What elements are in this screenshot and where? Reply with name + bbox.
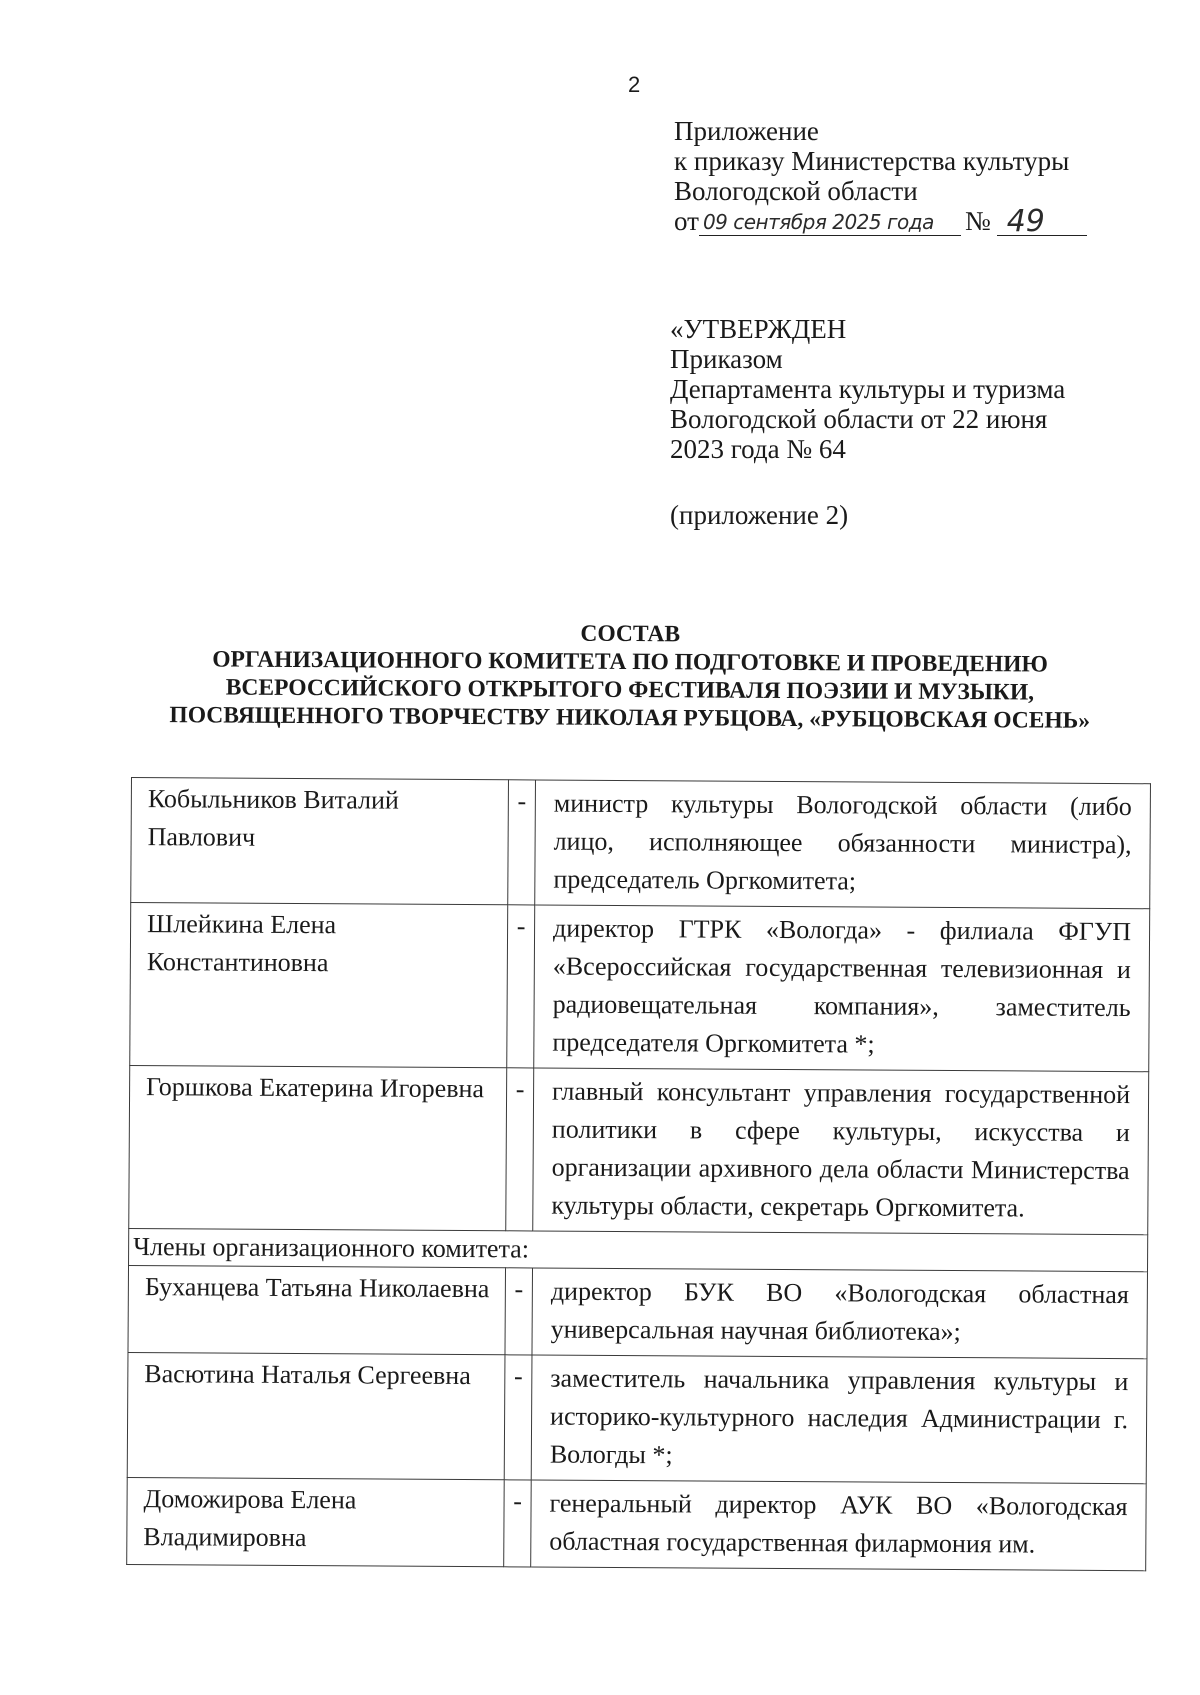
person-name: Буханцева Татьяна Николаевна (128, 1265, 506, 1354)
approved-note: (приложение 2) (670, 500, 849, 530)
appendix-block (674, 116, 1087, 239)
table-row (129, 1065, 1149, 1234)
dash-separator: - (505, 1268, 533, 1355)
person-name: Доможирова Елена Владимировна (127, 1477, 505, 1566)
table-row (131, 778, 1151, 909)
appendix-date-line (674, 204, 1087, 239)
dash-separator: - (508, 780, 536, 905)
person-role: заместитель начальника управления культуры и историко-культурного наследия Администрации г. Вологды *; (531, 1355, 1147, 1484)
approved-line-1: «УТВЕРЖДЕН (670, 314, 847, 344)
person-role: генеральный директор АУК ВО «Вологодская областная государственная филармония им. (531, 1480, 1147, 1571)
person-name: Кобыльников Виталий Павлович (131, 778, 509, 905)
handwritten-date: 09 сентября 2025 года (699, 209, 961, 236)
number-prefix: № (964, 206, 991, 236)
table-row (130, 903, 1150, 1072)
title-line-2: ОРГАНИЗАЦИОННОГО КОМИТЕТА ПО ПОДГОТОВКЕ И ПРОВЕДЕНИЮ (212, 646, 1049, 678)
table-row (128, 1265, 1148, 1358)
appendix-line-1: Приложение (674, 116, 819, 146)
dash-separator: - (507, 905, 535, 1068)
approved-line-2: Приказом (670, 344, 783, 374)
committee-table (126, 777, 1151, 1571)
dash-separator: - (506, 1068, 534, 1231)
approved-block (670, 314, 1065, 530)
title-line-3: ВСЕРОССИЙСКОГО ОТКРЫТОГО ФЕСТИВАЛЯ ПОЭЗИИ И МУЗЫКИ, (225, 674, 1035, 706)
document-title (140, 617, 1121, 735)
approved-spacer (670, 464, 1065, 500)
approved-line-4: Вологодской области от 22 июня (670, 404, 1048, 434)
approved-line-3: Департамента культуры и туризма (670, 374, 1066, 404)
handwritten-number: 49 (997, 209, 1087, 236)
appendix-line-2: к приказу Министерства культуры (674, 146, 1070, 176)
date-prefix: от (674, 206, 699, 236)
person-role: директор ГТРК «Вологда» - филиала ФГУП «Всероссийская государственная телевизионная и радиовещательная компания», заместитель председателя Оргкомитета *; (534, 905, 1150, 1072)
person-role: главный консультант управления государственной политики в сфере культуры, искусства и организации архивного дела области Министерства культуры области, секретарь Оргкомитета. (533, 1068, 1149, 1235)
table-section-row (129, 1228, 1148, 1271)
table-row (127, 1352, 1147, 1483)
dash-separator: - (504, 1355, 532, 1480)
dash-separator: - (504, 1480, 532, 1567)
person-name: Васютина Наталья Сергеевна (127, 1352, 505, 1479)
table-row (127, 1477, 1147, 1570)
page-number: 2 (628, 72, 641, 97)
person-name: Шлейкина Елена Константиновна (130, 903, 508, 1068)
person-name: Горшкова Екатерина Игоревна (129, 1065, 507, 1230)
title-line-4: ПОСВЯЩЕННОГО ТВОРЧЕСТВУ НИКОЛАЯ РУБЦОВА, «РУБЦОВСКАЯ ОСЕНЬ» (169, 702, 1091, 734)
person-role: директор БУК ВО «Вологодская областная универсальная научная библиотека»; (532, 1268, 1148, 1359)
approved-line-5: 2023 года № 64 (670, 434, 846, 464)
appendix-line-3: Вологодской области (674, 176, 918, 206)
title-line-1: СОСТАВ (580, 620, 681, 648)
person-role: министр культуры Вологодской области (либо лицо, исполняющее обязанности министра), председатель Оргкомитета; (535, 780, 1151, 909)
members-heading: Члены организационного комитета: (129, 1228, 1148, 1271)
